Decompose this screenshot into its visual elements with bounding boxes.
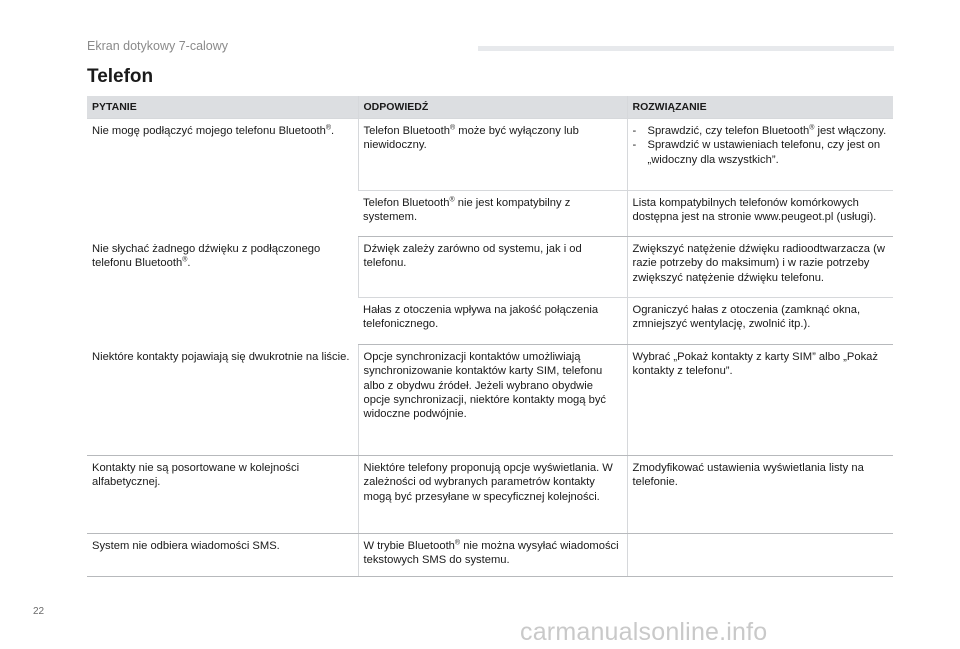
solution-cell: Ograniczyć hałas z otoczenia (zamknąć okna, zmniejszyć wentylację, zwolnić itp.).: [627, 298, 893, 345]
solution-cell: Wybrać „Pokaż kontakty z karty SIM” albo „Pokaż kontakty z telefonu”.: [627, 345, 893, 456]
question-cell: Nie mogę podłączyć mojego telefonu Bluetooth®.: [92, 124, 335, 138]
answer-cell: Opcje synchronizacji kontaktów umożliwiają synchronizowanie kontaktów karty SIM, telefonu albo z obydwu źródeł. Jeżeli wybrano obydwie opcje synchronizacji, niektóre kontakty mogą być widoczne podwójnie.: [358, 345, 627, 456]
solution-cell: Zmodyfikować ustawienia wyświetlania listy na telefonie.: [627, 456, 893, 534]
answer-cell: Dźwięk zależy zarówno od systemu, jak i od telefonu.: [358, 237, 627, 298]
solution-list-item: - Sprawdzić, czy telefon Bluetooth® jest włączony.: [633, 124, 889, 138]
table-row: [87, 345, 893, 456]
answer-cell: W trybie Bluetooth® nie można wysyłać wiadomości tekstowych SMS do systemu.: [358, 534, 627, 577]
answer-cell: Telefon Bluetooth® nie jest kompatybilny z systemem.: [358, 191, 627, 237]
solution-list: [633, 124, 889, 167]
section-header: Ekran dotykowy 7-calowy: [87, 39, 229, 53]
solution-cell: [627, 534, 893, 577]
header-divider-bar: [478, 46, 894, 51]
table-row: [87, 456, 893, 534]
answer-cell: Telefon Bluetooth® może być wyłączony lub niewidoczny.: [358, 119, 627, 191]
solution-cell: Lista kompatybilnych telefonów komórkowych dostępna jest na stronie www.peugeot.pl (usługi).: [627, 191, 893, 237]
watermark-text: carmanualsonline.info: [520, 618, 768, 646]
question-cell: Niektóre kontakty pojawiają się dwukrotnie na liście.: [87, 345, 358, 456]
question-cell: Kontakty nie są posortowane w kolejności alfabetycznej.: [87, 456, 358, 534]
solution-cell: [627, 119, 893, 191]
question-cell: Nie słychać żadnego dźwięku z podłączonego telefonu Bluetooth®.: [92, 242, 321, 269]
page-number: 22: [33, 606, 45, 617]
table-row: [87, 534, 893, 577]
page-title: Telefon: [87, 66, 154, 87]
question-cell: System nie odbiera wiadomości SMS.: [87, 534, 358, 577]
table-row: [87, 237, 893, 298]
solution-cell: Zwiększyć natężenie dźwięku radioodtwarzacza (w razie potrzeby do maksimum) i w razie potrzeby zwiększyć natężenie dźwięku telefonu.: [627, 237, 893, 298]
answer-cell: Hałas z otoczenia wpływa na jakość połączenia telefonicznego.: [358, 298, 627, 345]
troubleshooting-table: [87, 96, 893, 577]
table-header-row: [87, 96, 893, 119]
column-header-question: PYTANIE: [87, 96, 358, 119]
column-header-answer: ODPOWIEDŹ: [358, 96, 627, 119]
answer-cell: Niektóre telefony proponują opcje wyświetlania. W zależności od wybranych parametrów kontakty mogą być przesyłane w specyficznej kolejności.: [358, 456, 627, 534]
solution-list-item: - Sprawdzić w ustawieniach telefonu, czy jest on „widoczny dla wszystkich”.: [633, 138, 889, 166]
column-header-solution: ROZWIĄZANIE: [627, 96, 893, 119]
table-row: [87, 119, 893, 191]
